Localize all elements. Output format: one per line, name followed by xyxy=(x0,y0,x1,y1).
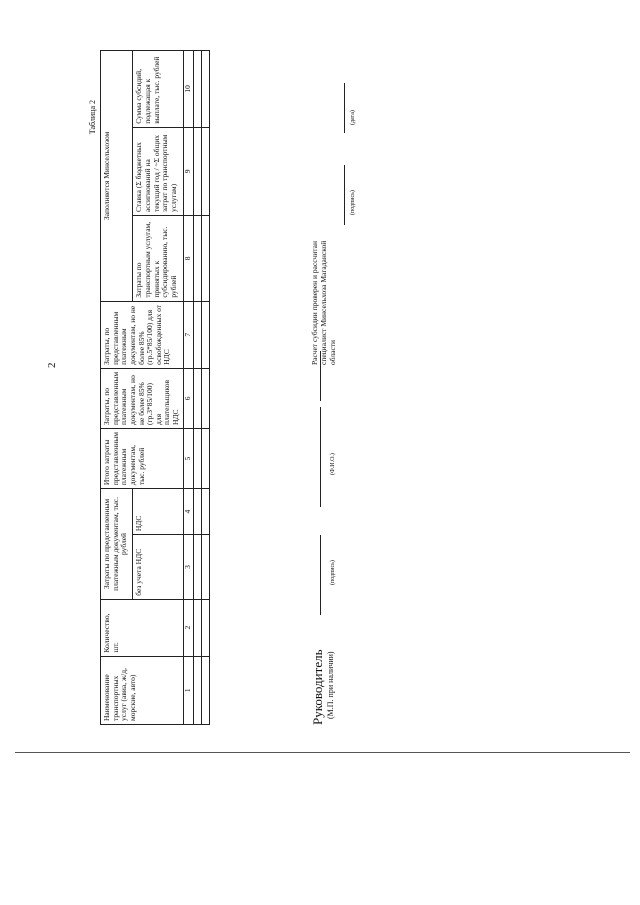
rotated-content xyxy=(88,40,400,760)
manager-signature-block xyxy=(310,305,335,725)
header-accepted-costs: Затраты по транспортным услугам, принятых к субсидированию, тыс. рублей xyxy=(133,216,183,302)
column-number: 6 xyxy=(183,368,193,428)
header-service-name: Наименование транспортных услуг (авиа, ж/д, морские, авто) xyxy=(101,656,184,724)
table-row xyxy=(201,51,209,725)
table-caption: Таблица 2 xyxy=(88,100,97,135)
header-costs-vat-exempt: Затраты, по представленным платежным документам, но не более 85% (гр.5*85/100) для освобожденных от НДС xyxy=(101,301,184,368)
header-quantity: Количество, шт. xyxy=(101,599,184,656)
column-number: 8 xyxy=(183,216,193,302)
verification-signature-line xyxy=(344,165,345,225)
header-vat: НДС xyxy=(133,489,183,535)
column-number: 3 xyxy=(183,535,193,600)
sign-label: (подпись) xyxy=(330,560,336,585)
column-number: 9 xyxy=(183,127,193,215)
signature-line xyxy=(320,535,321,615)
verification-date-label: (дата) xyxy=(350,110,356,125)
column-number: 7 xyxy=(183,301,193,368)
subsidy-table xyxy=(100,50,210,725)
page-number: 2 xyxy=(46,362,58,368)
table-row xyxy=(193,51,201,725)
column-number: 4 xyxy=(183,489,193,535)
header-ministry-group: Заполняется Минсельхозом xyxy=(101,51,133,302)
name-line xyxy=(320,407,321,507)
header-subsidy-amount: Сумма субсидий, подлежащая к выплате, тыс. рублей xyxy=(133,51,183,128)
column-numbers-row xyxy=(183,51,193,725)
stamp-note: (М.П. при наличии) xyxy=(326,651,335,719)
page-bottom-rule xyxy=(15,752,630,753)
verification-block xyxy=(310,65,356,365)
name-label: (Ф.И.О.) xyxy=(330,453,336,475)
verification-sign-label: (подпись) xyxy=(350,190,356,215)
column-number: 10 xyxy=(183,51,193,128)
header-without-vat: без учета НДС xyxy=(133,535,183,600)
verification-text: Расчет субсидии проверен и рассчитан специалист Минсельхоза Магаданской области xyxy=(310,240,337,365)
manager-title: Руководитель xyxy=(310,649,325,725)
header-total-costs: Итого затраты представленным платежным документам, тыс. рублей xyxy=(101,428,184,488)
column-number: 2 xyxy=(183,599,193,656)
header-payment-group: Затраты по представленным платежным документам, тыс. рублей xyxy=(101,489,133,600)
verification-date-line xyxy=(344,83,345,133)
header-costs-vat-payers: Затраты, по представленным платежным документам, но не более 85% (гр.3*85/100) для плательщиков НДС xyxy=(101,368,184,428)
column-number: 1 xyxy=(183,656,193,724)
header-rate: Ставка (Σ бюджетных ассигнований на текущий год / ~Σ общих затрат по транспортным услугам) xyxy=(133,127,183,215)
column-number: 5 xyxy=(183,428,193,488)
